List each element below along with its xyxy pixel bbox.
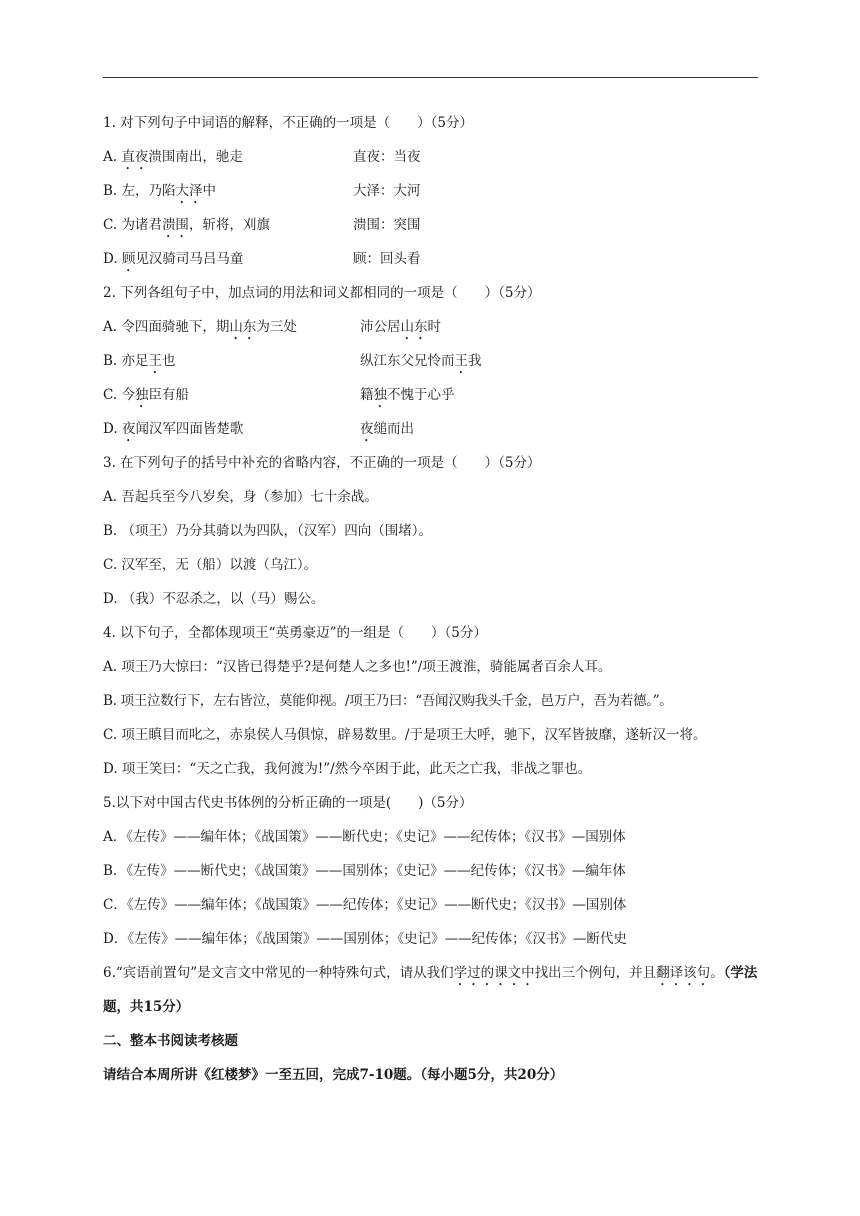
q6-stem: [103, 956, 758, 1024]
q1-stem: 1. 对下列句子中词语的解释，不正确的一项是（ ）（5分）: [103, 115, 474, 131]
text: 6.“宾语前置句”是文言文中常见的一种特殊句式，请从我们: [103, 965, 454, 981]
q5-option-c: C．《左传》——编年体；《战国策》——纪传体；《史记》——断代史；《汉书》—国别体: [103, 897, 627, 913]
q1-option-c: [103, 208, 763, 242]
q1-option-b: [103, 174, 763, 208]
emphasized-word: 王: [454, 353, 468, 369]
text: 令四面骑驰下，期: [121, 319, 230, 335]
option-label: A.: [103, 149, 122, 165]
q4-stem: 4. 以下句子，全都体现项王“英勇豪迈”的一组是（ ）（5分）: [103, 625, 487, 641]
emphasized-word: 山东: [229, 319, 257, 335]
gloss: 溃围：突围: [353, 217, 421, 233]
text: 亦足: [121, 353, 149, 369]
q2-option-b: [103, 344, 763, 378]
q4-option-c: C. 项王瞋目而叱之，赤泉侯人马俱惊，辟易数里。/于是项王大呼，驰下，汉军皆披靡，遂斩汉一将。: [103, 727, 707, 743]
text: 找出三个例句，并且: [534, 965, 657, 981]
q3-stem: 3. 在下列句子的括号中补充的省略内容，不正确的一项是（ ）（5分）: [103, 455, 541, 471]
section-title: 二、整本书阅读考核题: [103, 1033, 238, 1049]
option-label: D.: [103, 251, 122, 267]
text: 也: [162, 353, 176, 369]
q3-option-d: D. （我）不忍杀之，以（马）赐公。: [103, 591, 325, 607]
emphasized-word: 顾: [121, 251, 136, 267]
option-label: B.: [103, 183, 122, 199]
text: 我: [468, 353, 482, 369]
text: 为三处: [256, 319, 297, 335]
q3-option-c: C. 汉军至，无（船）以渡（乌江）。: [103, 557, 318, 573]
emphasized-word: 王: [148, 353, 163, 369]
text: 不愧于心乎: [387, 387, 455, 403]
text: 沛公居: [360, 319, 401, 335]
text: 臣有船: [148, 387, 189, 403]
q2-option-d: [103, 412, 763, 446]
q4-option-d: D. 项王笑曰：“天之亡我，我何渡为!”/然今卒困于此，此天之亡我，非战之罪也。: [103, 761, 592, 777]
q5-stem: 5.以下对中国古代史书体例的分析正确的一项是( )（5分）: [103, 795, 473, 811]
option-label: C.: [103, 217, 122, 233]
option-label: D.: [103, 421, 122, 437]
text: 。: [710, 965, 724, 981]
text: 缒而出: [373, 421, 414, 437]
option-label: B.: [103, 353, 122, 369]
text: 纵江东父兄怜而: [360, 353, 455, 369]
score-note: （学法题，共15分）: [103, 965, 758, 1015]
text: 籍: [360, 387, 374, 403]
text: 见汉骑司马吕马童: [135, 251, 244, 267]
emphasized-word: 夜: [121, 421, 136, 437]
gloss: 直夜：当夜: [353, 149, 421, 165]
q1-option-a: [103, 140, 763, 174]
emphasized-word: 夜: [360, 421, 374, 437]
text: ，斩将，刈旗: [188, 217, 270, 233]
q4-option-a: A. 项王乃大惊曰：“汉皆已得楚乎?是何楚人之多也!”/项王渡淮，骑能属者百余人耳。: [103, 659, 612, 675]
text: 溃围南出，驰走: [148, 149, 243, 165]
q3-option-a: A. 吾起兵至今八岁矣，身（参加）七十余战。: [103, 489, 378, 505]
section-instruction: 请结合本周所讲《红楼梦》一至五回，完成7-10题。（每小题5分，共20分）: [103, 1067, 564, 1083]
text: 左，乃陷: [121, 183, 176, 199]
emphasized-word: 大泽: [175, 183, 203, 199]
emphasized-word: 山东: [400, 319, 428, 335]
emphasized-word: 独: [373, 387, 387, 403]
emphasized-phrase: 学过的课文中: [453, 965, 535, 981]
text: 闻汉军四面皆楚歌: [135, 421, 244, 437]
text: 今: [121, 387, 135, 403]
exam-content: [103, 106, 763, 1092]
gloss: 大泽：大河: [353, 183, 421, 199]
q2-option-a: [103, 310, 763, 344]
option-label: A.: [103, 319, 122, 335]
q2-stem: 2. 下列各组句子中，加点词的用法和词义都相同的一项是（ ）（5分）: [103, 285, 541, 301]
q5-option-b: B．《左传》——断代史；《战国策》——国别体；《史记》——纪传体；《汉书》—编年体: [103, 863, 626, 879]
emphasized-word: 直夜: [121, 149, 149, 165]
q2-option-c: [103, 378, 763, 412]
emphasized-word: 独: [134, 387, 149, 403]
q1-option-d: [103, 242, 763, 276]
text: 中: [202, 183, 217, 199]
text: 为诸君: [121, 217, 162, 233]
q5-option-a: A．《左传》——编年体；《战国策》——断代史；《史记》——纪传体；《汉书》—国别体: [103, 829, 626, 845]
q3-option-b: B. （项王）乃分其骑以为四队，（汉军）四向（围堵）。: [103, 523, 433, 539]
q5-option-d: D．《左传》——编年体；《战国策》——国别体；《史记》——纪传体；《汉书》—断代史: [103, 931, 627, 947]
option-label: C.: [103, 387, 122, 403]
q4-option-b: B. 项王泣数行下，左右皆泣，莫能仰视。/项王乃曰：“吾闻汉购我头千金，邑万户，吾为若德。”。: [103, 693, 673, 709]
header-rule: [103, 77, 758, 78]
gloss: 顾：回头看: [353, 251, 421, 267]
emphasized-phrase: 翻译该句: [656, 965, 711, 981]
text: 时: [427, 319, 441, 335]
emphasized-word: 溃围: [161, 217, 189, 233]
